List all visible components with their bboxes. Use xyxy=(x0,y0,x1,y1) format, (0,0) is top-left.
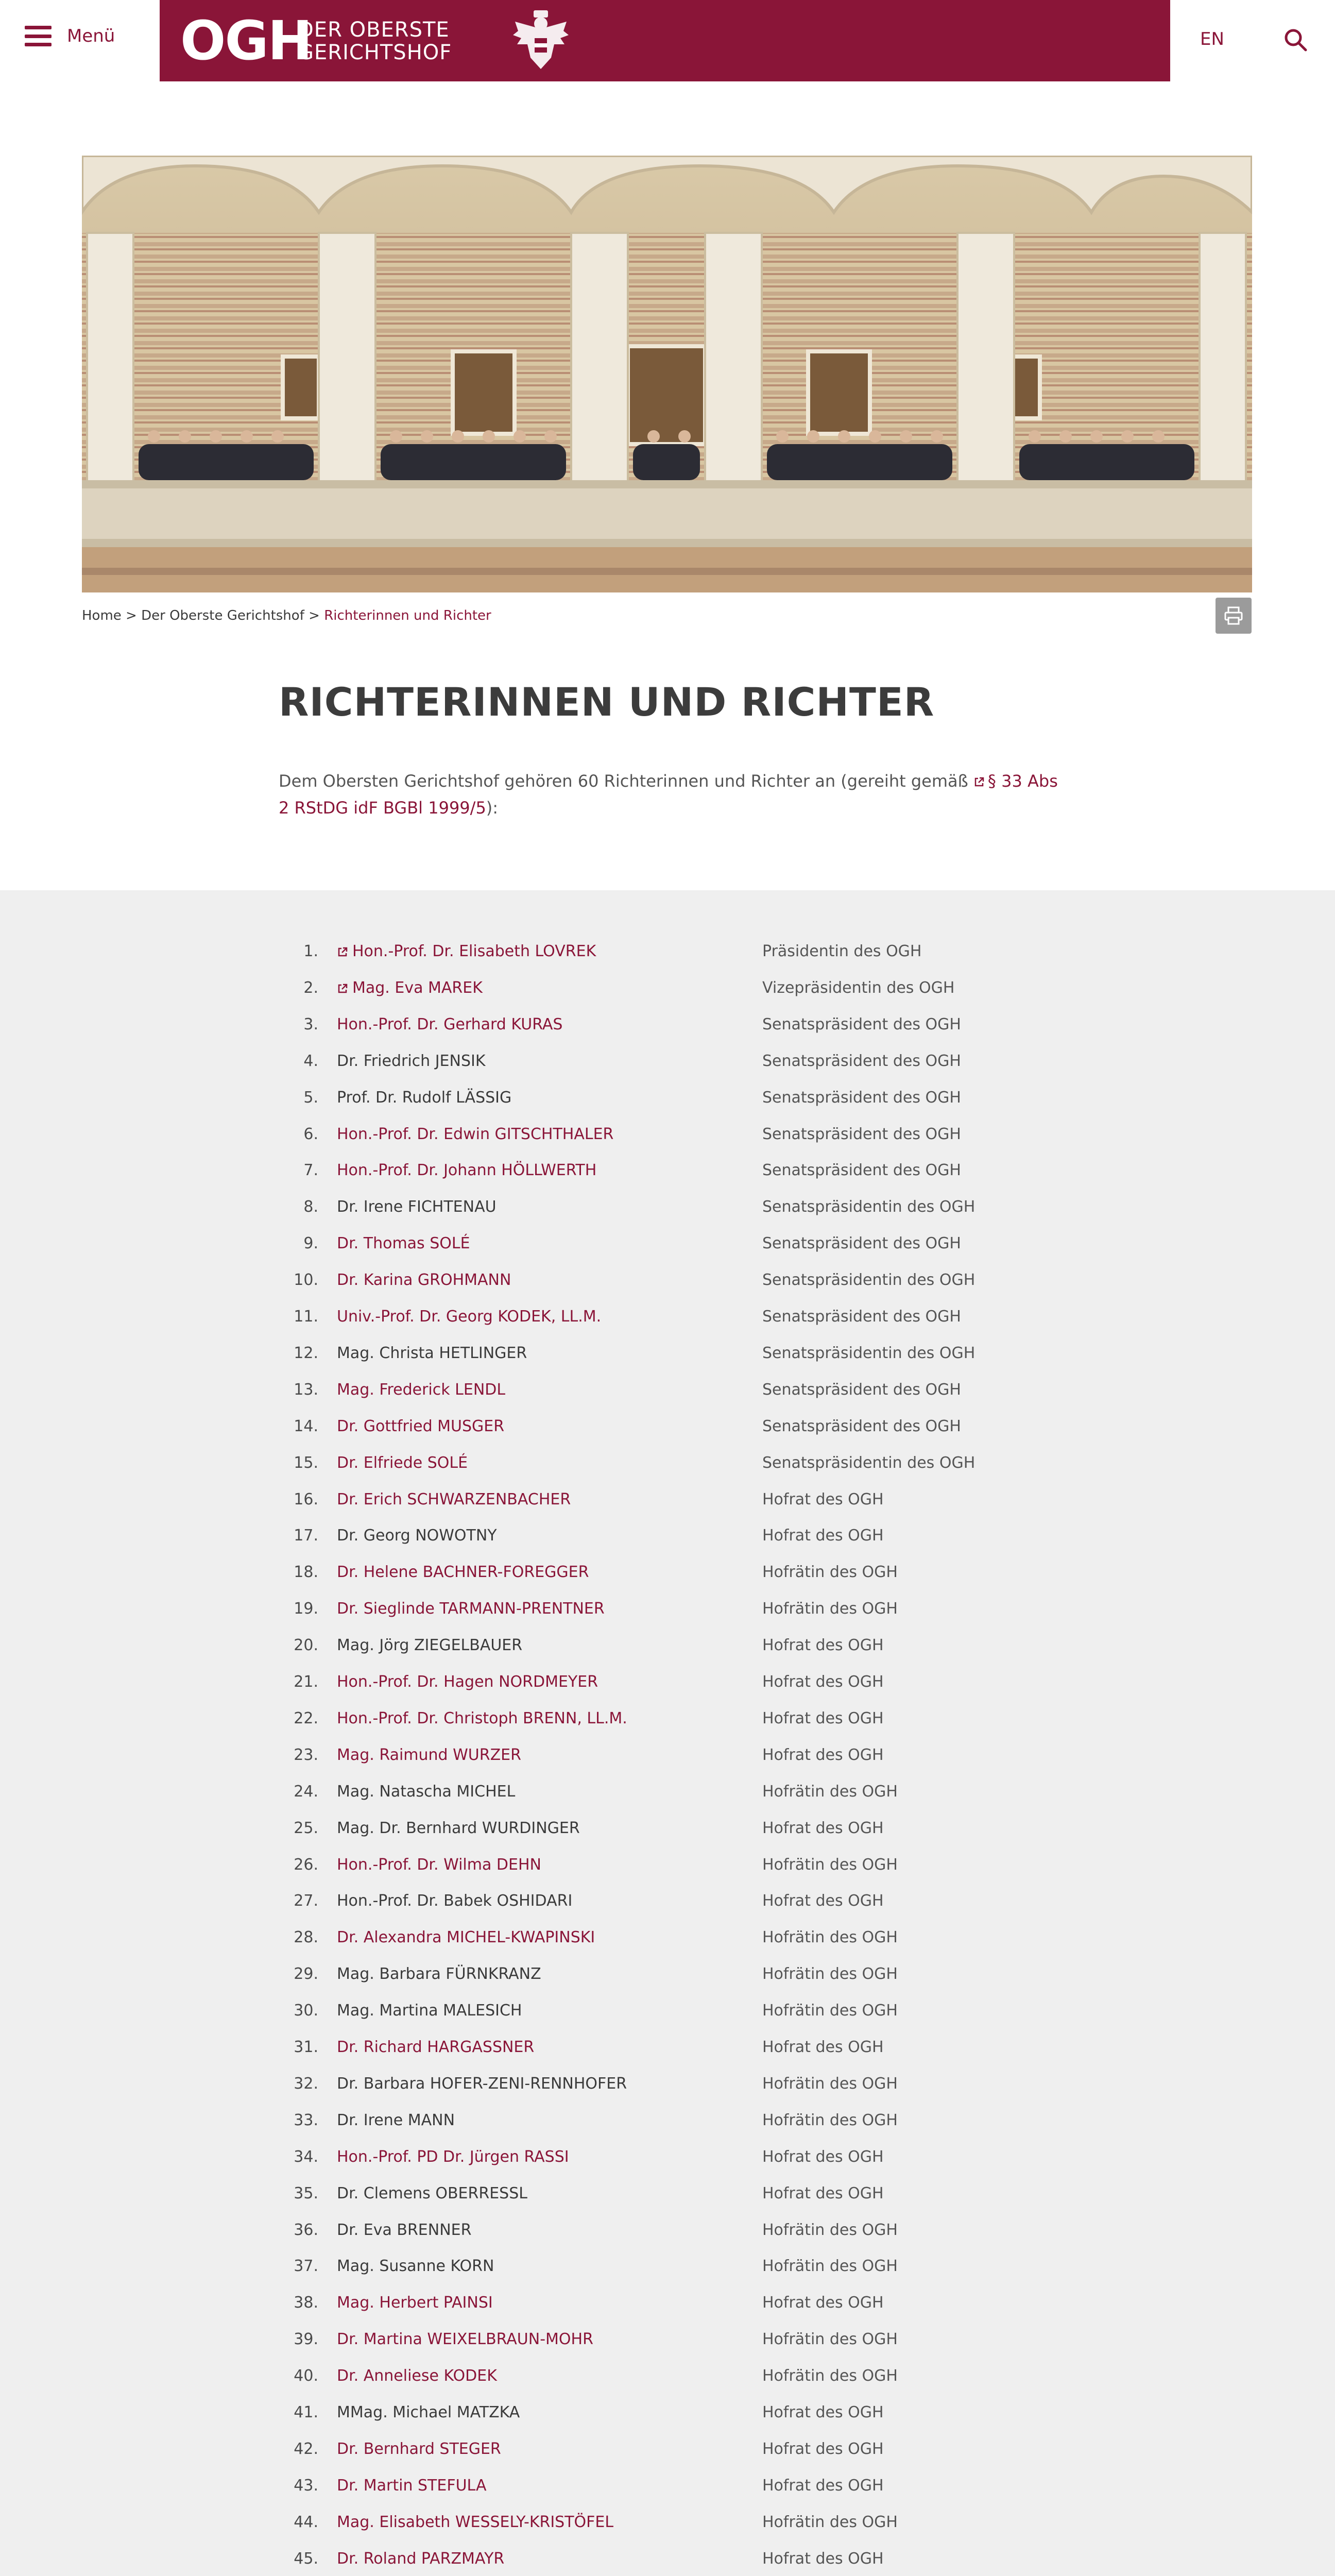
judge-role: Präsidentin des OGH xyxy=(762,942,922,960)
external-link-icon xyxy=(337,983,348,994)
menu-label: Menü xyxy=(67,26,115,46)
judge-role: Hofrätin des OGH xyxy=(762,1783,898,1801)
judge-rank: 25. xyxy=(294,1819,318,1837)
judge-name xyxy=(337,1956,541,1992)
judge-rank: 32. xyxy=(294,2075,318,2093)
judge-row xyxy=(0,2212,1335,2248)
judge-name-text: Hon.-Prof. Dr. Babek OSHIDARI xyxy=(337,1892,573,1910)
judge-row xyxy=(0,2139,1335,2175)
judge-name xyxy=(337,2103,455,2139)
judge-role: Hofrat des OGH xyxy=(762,2294,884,2312)
judge-rank: 24. xyxy=(294,1783,318,1801)
judge-name-text: Mag. Jörg ZIEGELBAUER xyxy=(337,1636,523,1654)
judge-row xyxy=(0,1920,1335,1956)
judge-row xyxy=(0,1664,1335,1700)
judge-role: Hofrätin des OGH xyxy=(762,1563,898,1581)
judge-role: Senatspräsident des OGH xyxy=(762,1015,961,1033)
judge-rank: 31. xyxy=(294,2038,318,2056)
breadcrumb-home[interactable]: Home xyxy=(82,608,122,623)
judge-row xyxy=(0,2285,1335,2321)
judge-row xyxy=(0,1262,1335,1298)
judge-name-text: Mag. Raimund WURZER xyxy=(337,1746,521,1764)
judge-role: Hofrat des OGH xyxy=(762,1673,884,1691)
judge-rank: 1. xyxy=(303,942,318,960)
judge-profile-link[interactable] xyxy=(337,1409,504,1445)
judge-profile-link[interactable] xyxy=(337,2285,493,2321)
judge-name-text: Mag. Natascha MICHEL xyxy=(337,1783,516,1801)
judge-rank: 43. xyxy=(294,2477,318,2495)
judge-name-text: Hon.-Prof. Dr. Gerhard KURAS xyxy=(337,1015,563,1033)
judge-name xyxy=(337,1810,580,1846)
judge-rank: 9. xyxy=(303,1234,318,1252)
judge-rank: 2. xyxy=(303,979,318,997)
judge-role: Hofrat des OGH xyxy=(762,1636,884,1654)
judge-name xyxy=(337,2066,627,2102)
judge-rank: 40. xyxy=(294,2367,318,2385)
judge-row xyxy=(0,1591,1335,1627)
logo-subtitle-line1: DER OBERSTE xyxy=(298,18,450,42)
judge-rank: 12. xyxy=(294,1344,318,1362)
judge-profile-link[interactable] xyxy=(337,1007,562,1043)
judge-rank: 37. xyxy=(294,2257,318,2275)
judge-name-text: Dr. Irene FICHTENAU xyxy=(337,1198,497,1216)
judge-profile-link[interactable] xyxy=(337,1262,511,1298)
judge-rank: 23. xyxy=(294,1746,318,1764)
judge-name-text: Mag. Eva MAREK xyxy=(352,979,483,997)
judge-row xyxy=(0,1518,1335,1554)
judge-role: Hofrätin des OGH xyxy=(762,1928,898,1946)
judge-rank: 10. xyxy=(294,1271,318,1289)
judge-row xyxy=(0,1628,1335,1664)
judge-name-text: Hon.-Prof. PD Dr. Jürgen RASSI xyxy=(337,2148,569,2166)
judge-role: Hofrat des OGH xyxy=(762,2440,884,2458)
judge-name-text: Hon.-Prof. Dr. Edwin GITSCHTHALER xyxy=(337,1125,614,1143)
judge-row xyxy=(0,1810,1335,1846)
judge-role: Senatspräsident des OGH xyxy=(762,1089,961,1107)
judge-name xyxy=(337,1335,527,1371)
judge-role: Hofrat des OGH xyxy=(762,2148,884,2166)
search-icon[interactable] xyxy=(1282,27,1308,53)
judge-row xyxy=(0,1043,1335,1079)
judge-row xyxy=(0,2431,1335,2467)
judge-role: Hofrat des OGH xyxy=(762,1746,884,1764)
judge-name xyxy=(337,1628,522,1664)
judge-profile-link[interactable] xyxy=(337,1445,468,1481)
judge-row xyxy=(0,2321,1335,2358)
judge-rank: 13. xyxy=(294,1381,318,1399)
judge-row xyxy=(0,1847,1335,1883)
judge-role: Senatspräsident des OGH xyxy=(762,1052,961,1070)
judge-row xyxy=(0,2103,1335,2139)
logo-subtitle xyxy=(298,19,452,64)
judge-role: Hofrat des OGH xyxy=(762,1892,884,1910)
judge-name-text: Dr. Alexandra MICHEL-KWAPINSKI xyxy=(337,1928,595,1946)
judge-profile-link[interactable] xyxy=(337,2504,613,2540)
judge-profile-link[interactable] xyxy=(337,1116,613,1153)
external-link-icon xyxy=(973,776,985,788)
judge-role: Hofrätin des OGH xyxy=(762,2221,898,2239)
judge-role: Senatspräsident des OGH xyxy=(762,1161,961,1179)
judge-rank: 5. xyxy=(303,1089,318,1107)
judge-row xyxy=(0,2066,1335,2102)
judge-rank: 41. xyxy=(294,2403,318,2421)
page-title: RICHTERINNEN UND RICHTER xyxy=(279,679,935,725)
judge-rank: 33. xyxy=(294,2111,318,2129)
judge-row xyxy=(0,1080,1335,1116)
judge-row xyxy=(0,1189,1335,1225)
judge-profile-link[interactable] xyxy=(337,2431,501,2467)
judge-row xyxy=(0,2504,1335,2540)
judge-row xyxy=(0,2468,1335,2504)
judge-role: Hofrat des OGH xyxy=(762,1819,884,1837)
judge-rank: 26. xyxy=(294,1856,318,1874)
judge-rank: 15. xyxy=(294,1454,318,1472)
judge-row xyxy=(0,1153,1335,1189)
judge-role: Senatspräsident des OGH xyxy=(762,1417,961,1435)
judge-role: Hofrat des OGH xyxy=(762,1527,884,1545)
judge-rank: 7. xyxy=(303,1161,318,1179)
breadcrumb xyxy=(82,608,491,623)
judge-name-text: Hon.-Prof. Dr. Wilma DEHN xyxy=(337,1856,541,1874)
judge-role: Hofrätin des OGH xyxy=(762,2002,898,2020)
judge-role: Hofrätin des OGH xyxy=(762,1965,898,1983)
judge-role: Hofrätin des OGH xyxy=(762,2257,898,2275)
judge-rank: 8. xyxy=(303,1198,318,1216)
hamburger-icon xyxy=(25,26,52,46)
judge-role: Senatspräsident des OGH xyxy=(762,1234,961,1252)
judge-rank: 21. xyxy=(294,1673,318,1691)
judge-name-text: Dr. Erich SCHWARZENBACHER xyxy=(337,1490,571,1509)
judge-role: Hofrätin des OGH xyxy=(762,2111,898,2129)
judge-role: Senatspräsident des OGH xyxy=(762,1308,961,1326)
judge-name-text: Hon.-Prof. Dr. Elisabeth LOVREK xyxy=(352,942,596,960)
judge-name-text: Dr. Martin STEFULA xyxy=(337,2477,487,2495)
judge-name-text: Hon.-Prof. Dr. Johann HÖLLWERTH xyxy=(337,1161,597,1179)
judge-role: Senatspräsidentin des OGH xyxy=(762,1198,975,1216)
law-link-label: § 33 Abs 2 RStDG idF BGBl 1999/5 xyxy=(279,771,1058,818)
judge-name-text: Mag. Martina MALESICH xyxy=(337,2002,522,2020)
judge-rank: 35. xyxy=(294,2184,318,2202)
judge-name-text: Dr. Gottfried MUSGER xyxy=(337,1417,505,1435)
judge-rank: 19. xyxy=(294,1600,318,1618)
judge-rank: 4. xyxy=(303,1052,318,1070)
judge-role: Hofrat des OGH xyxy=(762,2403,884,2421)
judge-rank: 28. xyxy=(294,1928,318,1946)
judge-rank: 16. xyxy=(294,1490,318,1509)
judge-profile-link[interactable] xyxy=(337,1482,571,1518)
judge-row xyxy=(0,1007,1335,1043)
judge-profile-link[interactable] xyxy=(337,1153,596,1189)
judge-name-text: Dr. Irene MANN xyxy=(337,2111,455,2129)
judge-role: Hofrätin des OGH xyxy=(762,2367,898,2385)
judge-rank: 20. xyxy=(294,1636,318,1654)
judge-name-text: Dr. Barbara HOFER-ZENI-RENNHOFER xyxy=(337,2075,627,2093)
judge-name-text: Univ.-Prof. Dr. Georg KODEK, LL.M. xyxy=(337,1308,602,1326)
judge-name-text: Mag. Frederick LENDL xyxy=(337,1381,506,1399)
breadcrumb-separator: > xyxy=(304,608,324,623)
judge-name-text: Mag. Dr. Bernhard WURDINGER xyxy=(337,1819,580,1837)
intro-body: Dem Obersten Gerichtshof gehören 60 Richterinnen und Richter an (gereiht gemäß xyxy=(279,771,973,791)
judge-rank: 30. xyxy=(294,2002,318,2020)
judge-role: Senatspräsidentin des OGH xyxy=(762,1454,975,1472)
judge-profile-link[interactable] xyxy=(337,1920,595,1956)
judge-role: Hofrätin des OGH xyxy=(762,1600,898,1618)
judge-profile-link[interactable] xyxy=(337,2139,569,2175)
print-icon xyxy=(1223,605,1244,626)
judge-name-text: MMag. Michael MATZKA xyxy=(337,2403,520,2421)
judge-name-text: Dr. Georg NOWOTNY xyxy=(337,1527,497,1545)
judge-rank: 18. xyxy=(294,1563,318,1581)
judge-row xyxy=(0,1335,1335,1371)
judge-rank: 11. xyxy=(294,1308,318,1326)
print-button[interactable] xyxy=(1216,598,1252,634)
judge-row xyxy=(0,2395,1335,2431)
judge-name xyxy=(337,1883,572,1919)
judge-profile-link[interactable] xyxy=(337,1554,589,1590)
judge-profile-link[interactable] xyxy=(337,2358,497,2394)
judge-name xyxy=(337,1774,515,1810)
judge-profile-link[interactable] xyxy=(337,1737,521,1773)
judge-row xyxy=(0,2248,1335,2284)
judge-name xyxy=(337,2212,471,2248)
judge-row xyxy=(0,1299,1335,1335)
judge-rank: 36. xyxy=(294,2221,318,2239)
judge-role: Senatspräsident des OGH xyxy=(762,1125,961,1143)
judge-name-text: Dr. Eva BRENNER xyxy=(337,2221,472,2239)
judge-row xyxy=(0,1554,1335,1590)
judge-rank: 42. xyxy=(294,2440,318,2458)
hall-arcade-illustration xyxy=(82,156,1252,592)
judge-name-text: Mag. Susanne KORN xyxy=(337,2257,494,2275)
judge-role: Hofrätin des OGH xyxy=(762,1856,898,1874)
judge-row xyxy=(0,1372,1335,1408)
judge-rank: 34. xyxy=(294,2148,318,2166)
judge-role: Hofrat des OGH xyxy=(762,2550,884,2568)
judge-row xyxy=(0,1482,1335,1518)
judge-name xyxy=(337,2248,494,2284)
judge-profile-link[interactable] xyxy=(337,1847,541,1883)
judge-row xyxy=(0,2541,1335,2576)
judge-role: Senatspräsidentin des OGH xyxy=(762,1344,975,1362)
judge-profile-link[interactable] xyxy=(337,2029,534,2065)
judge-row xyxy=(0,2176,1335,2212)
judge-name-text: Dr. Martina WEIXELBRAUN-MOHR xyxy=(337,2330,593,2348)
judge-name xyxy=(337,2395,520,2431)
judge-name-text: Dr. Clemens OBERRESSL xyxy=(337,2184,527,2202)
judge-name-text: Dr. Helene BACHNER-FOREGGER xyxy=(337,1563,589,1581)
judge-rank: 45. xyxy=(294,2550,318,2568)
judge-name-text: Mag. Barbara FÜRNKRANZ xyxy=(337,1965,541,1983)
judge-name-text: Dr. Sieglinde TARMANN-PRENTNER xyxy=(337,1600,605,1618)
judge-name xyxy=(337,1518,497,1554)
breadcrumb-separator: > xyxy=(121,608,142,623)
judge-name-text: Dr. Thomas SOLÉ xyxy=(337,1234,470,1252)
judge-rank: 6. xyxy=(303,1125,318,1143)
judge-profile-link[interactable] xyxy=(337,2468,486,2504)
judge-name-text: Dr. Anneliese KODEK xyxy=(337,2367,497,2385)
judge-role: Hofrätin des OGH xyxy=(762,2075,898,2093)
judge-rank: 3. xyxy=(303,1015,318,1033)
intro-text xyxy=(279,768,1062,821)
judge-role: Hofrätin des OGH xyxy=(762,2330,898,2348)
judge-name-text: Hon.-Prof. Dr. Hagen NORDMEYER xyxy=(337,1673,598,1691)
judge-rank: 44. xyxy=(294,2513,318,2531)
logo-subtitle-line2: GERICHTSHOF xyxy=(298,41,452,64)
judge-row xyxy=(0,1993,1335,2029)
menu-button[interactable] xyxy=(25,26,115,46)
judge-name-text: Dr. Bernhard STEGER xyxy=(337,2440,501,2458)
judge-name-text: Mag. Elisabeth WESSELY-KRISTÖFEL xyxy=(337,2513,614,2531)
judge-rank: 27. xyxy=(294,1892,318,1910)
judge-name-text: Dr. Karina GROHMANN xyxy=(337,1271,511,1289)
judge-rank: 17. xyxy=(294,1527,318,1545)
judge-row xyxy=(0,1774,1335,1810)
judge-role: Hofrat des OGH xyxy=(762,2477,884,2495)
brand-bar xyxy=(160,0,1170,81)
hero-image-group-photo xyxy=(82,156,1252,592)
judge-name-text: Dr. Friedrich JENSIK xyxy=(337,1052,486,1070)
judge-profile-link[interactable] xyxy=(337,1591,605,1627)
language-switch[interactable]: EN xyxy=(1200,29,1224,49)
judge-role: Senatspräsident des OGH xyxy=(762,1381,961,1399)
judge-row xyxy=(0,1116,1335,1153)
judge-row xyxy=(0,1737,1335,1773)
judge-row xyxy=(0,1445,1335,1481)
judge-name-text: Mag. Christa HETLINGER xyxy=(337,1344,527,1362)
judge-row xyxy=(0,1226,1335,1262)
judge-rank: 29. xyxy=(294,1965,318,1983)
judge-row xyxy=(0,2029,1335,2065)
judge-rank: 38. xyxy=(294,2294,318,2312)
judge-profile-link[interactable] xyxy=(337,2321,593,2358)
judge-name-text: Dr. Elfriede SOLÉ xyxy=(337,1454,468,1472)
judge-profile-link[interactable] xyxy=(337,934,596,970)
judge-row xyxy=(0,2358,1335,2394)
judge-row xyxy=(0,1956,1335,1992)
judge-name xyxy=(337,1043,486,1079)
judge-profile-link[interactable] xyxy=(337,970,483,1006)
judge-role: Senatspräsidentin des OGH xyxy=(762,1271,975,1289)
judge-row xyxy=(0,970,1335,1006)
judge-rank: 22. xyxy=(294,1709,318,1727)
judge-profile-link[interactable] xyxy=(337,1299,601,1335)
judge-rank: 14. xyxy=(294,1417,318,1435)
judge-profile-link[interactable] xyxy=(337,1701,627,1737)
judge-role: Hofrat des OGH xyxy=(762,1709,884,1727)
judge-name xyxy=(337,1080,511,1116)
judge-row xyxy=(0,1883,1335,1919)
external-link-icon xyxy=(337,946,348,958)
judge-row xyxy=(0,1409,1335,1445)
judge-profile-link[interactable] xyxy=(337,2541,504,2576)
intro-end: ): xyxy=(486,798,499,818)
judge-name xyxy=(337,2176,527,2212)
judge-rank: 39. xyxy=(294,2330,318,2348)
judge-name xyxy=(337,1993,522,2029)
judge-name-text: Mag. Herbert PAINSI xyxy=(337,2294,493,2312)
judge-role: Hofrat des OGH xyxy=(762,2184,884,2202)
breadcrumb-parent[interactable]: Der Oberste Gerichtshof xyxy=(141,608,304,623)
judge-name-text: Dr. Richard HARGASSNER xyxy=(337,2038,535,2056)
site-header xyxy=(0,0,1335,81)
judge-name-text: Dr. Roland PARZMAYR xyxy=(337,2550,505,2568)
breadcrumb-current: Richterinnen und Richter xyxy=(324,608,491,623)
judge-role: Hofrätin des OGH xyxy=(762,2513,898,2531)
judge-profile-link[interactable] xyxy=(337,1372,505,1408)
judge-name-text: Prof. Dr. Rudolf LÄSSIG xyxy=(337,1089,512,1107)
judge-name xyxy=(337,1189,497,1225)
judge-role: Vizepräsidentin des OGH xyxy=(762,979,955,997)
judge-profile-link[interactable] xyxy=(337,1664,598,1700)
eagle-crest-icon xyxy=(510,8,572,72)
judge-profile-link[interactable] xyxy=(337,1226,470,1262)
judge-row xyxy=(0,1701,1335,1737)
judge-name-text: Hon.-Prof. Dr. Christoph BRENN, LL.M. xyxy=(337,1709,627,1727)
judge-role: Hofrat des OGH xyxy=(762,2038,884,2056)
judge-role: Hofrat des OGH xyxy=(762,1490,884,1509)
ogh-logo[interactable]: OGH xyxy=(180,9,312,72)
judge-row xyxy=(0,934,1335,970)
